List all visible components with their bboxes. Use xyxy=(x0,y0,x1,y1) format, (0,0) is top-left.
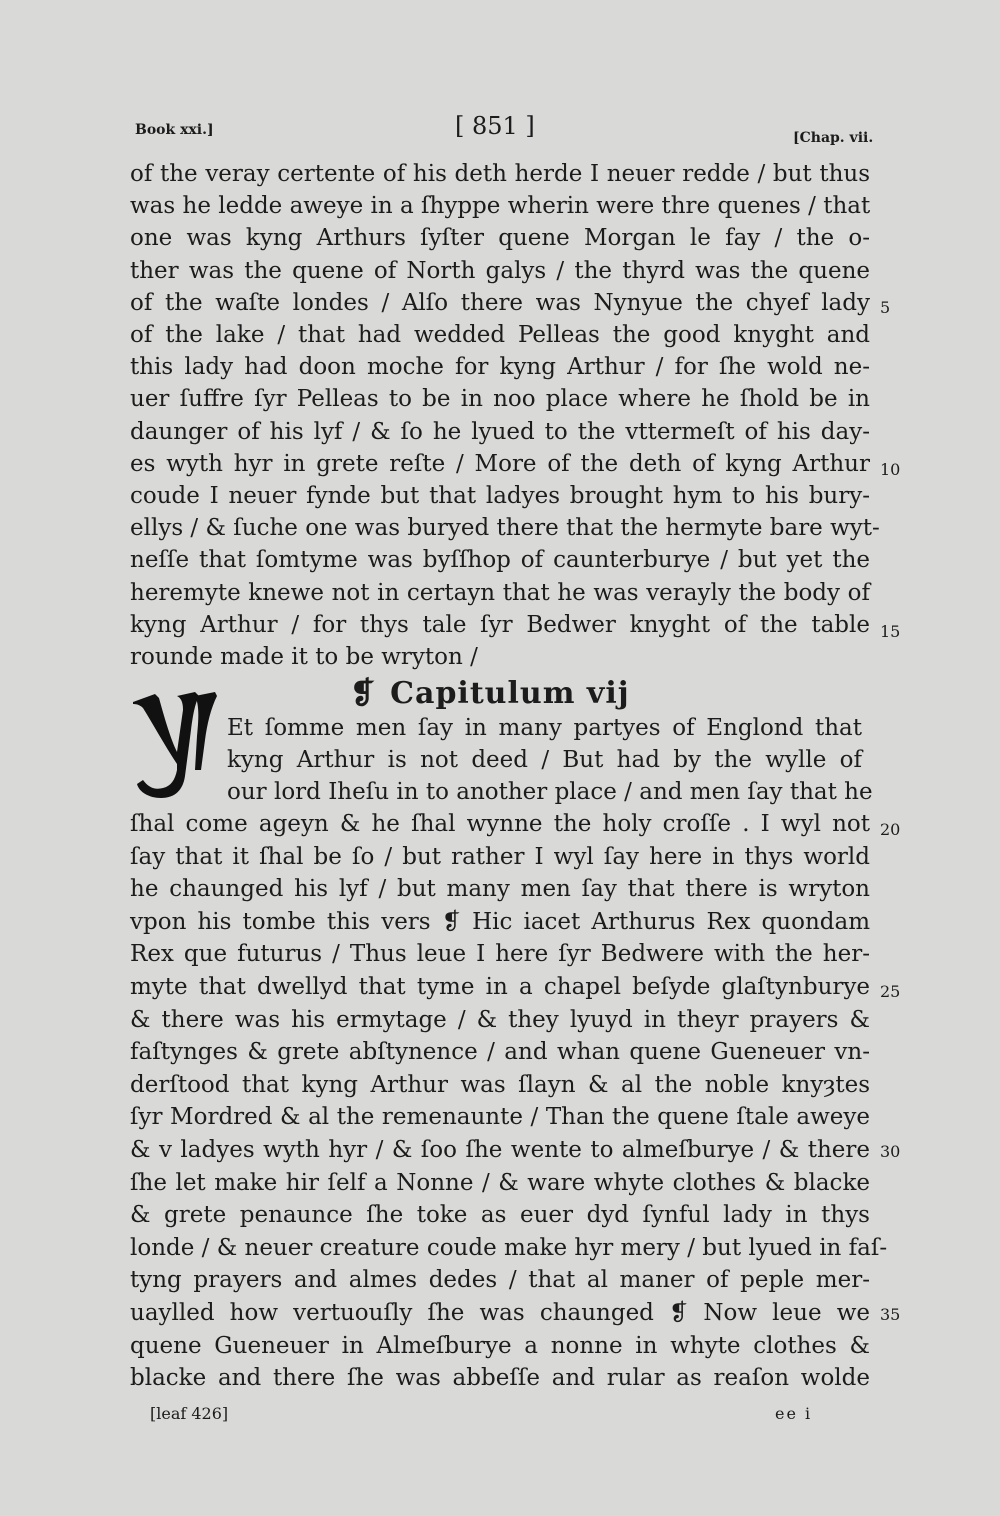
chapter-heading xyxy=(350,676,630,711)
line-number: 35 xyxy=(880,1305,901,1324)
text-line: of the lake / that had wedded Pelleas the good knyght and xyxy=(130,322,870,348)
text-line: ſhe let make hir ſelf a Nonne / & ware whyte clothes & blacke xyxy=(130,1169,870,1196)
text-line: ellys / & ſuche one was buryed there that the hermyte bare wyt- xyxy=(130,515,880,542)
book-number: Book xxi.] xyxy=(135,122,214,138)
text-line: tyng prayers and almes dedes / that al maner of peple mer- xyxy=(130,1267,870,1294)
line-number: 10 xyxy=(880,460,901,479)
text-line: vpon his tombe this vers ❡ Hic iacet Arthurus Rex quondam xyxy=(130,908,870,935)
line-number: 5 xyxy=(880,298,891,317)
text-line: neſſe that ſomtyme was byſſhop of caunterburye / but yet the xyxy=(130,547,870,574)
text-line: faſtynges & grete abſtynence / and whan quene Gueneuer vn- xyxy=(130,1039,870,1066)
page-number: [ 851 ] xyxy=(455,112,535,140)
text-line: quene Gueneuer in Almeſburye a nonne in whyte clothes & xyxy=(130,1332,870,1359)
line-number: 15 xyxy=(880,622,901,641)
chapter-number: [Chap. vii. xyxy=(793,130,874,146)
text-line: of the veray certente of his deth herde I neuer redde / but thus xyxy=(130,161,870,187)
text-line: daunger of his lyf / & ſo he lyued to the vttermeſt of his day- xyxy=(130,418,870,445)
text-line: was he ledde aweye in a ſhyppe wherin were thre quenes / that xyxy=(130,193,871,220)
text-line: myte that dwellyd that tyme in a chapel beſyde glaſtynburye xyxy=(130,974,870,1000)
text-line: kyng Arthur is not deed / But had by the wylle of xyxy=(227,747,862,773)
text-line: heremyte knewe not in certayn that he was verayly the body of xyxy=(130,579,870,606)
pilcrow-icon: ❡ xyxy=(350,676,377,711)
text-line: this lady had doon moche for kyng Arthur / for ſhe wold ne- xyxy=(130,354,870,381)
text-line: londe / & neuer creature coude make hyr mery / but lyued in faſ- xyxy=(130,1234,888,1261)
text-line: he chaunged his lyf / but many men ſay that there is wryton xyxy=(130,876,870,903)
line-number: 25 xyxy=(880,982,901,1001)
text-line: of the waſte londes / Alſo there was Nynyue the chyef lady xyxy=(130,289,870,316)
text-line: rounde made it to be wryton / xyxy=(130,644,478,670)
text-line: uer ſuffre ſyr Pelleas to be in noo place where he ſhold be in xyxy=(130,386,870,413)
line-number: 20 xyxy=(880,820,901,839)
text-line: one was kyng Arthurs ſyſter quene Morgan le fay / the o- xyxy=(130,225,870,252)
text-line: kyng Arthur / for thys tale ſyr Bedwer knyght of the table xyxy=(130,611,870,638)
text-line: es wyth hyr in grete reſte / More of the deth of kyng Arthur xyxy=(130,450,870,477)
text-line: & grete penaunce ſhe toke as euer dyd ſynful lady in thys xyxy=(130,1202,870,1229)
signature-mark: ee i xyxy=(775,1404,813,1423)
text-line: Et ſomme men ſay in many partyes of Englond that xyxy=(227,715,862,741)
text-line: blacke and there ſhe was abbeſſe and rular as reaſon wolde xyxy=(130,1365,870,1392)
text-line: derſtood that kyng Arthur was ſlayn & al the noble knyȝtes xyxy=(130,1071,870,1098)
leaf-note: [leaf 426] xyxy=(150,1404,229,1423)
drop-cap-y-icon xyxy=(125,690,220,800)
text-line: ther was the quene of North galys / the thyrd was the quene xyxy=(130,257,870,284)
chapter-title: Capitulum vij xyxy=(390,676,630,711)
line-number: 30 xyxy=(880,1142,901,1161)
text-line: & there was his ermytage / & they lyuyd in theyr prayers & xyxy=(130,1006,870,1033)
text-line: ſyr Mordred & al the remenaunte / Than the quene ſtale aweye xyxy=(130,1104,870,1131)
text-line: Rex que futurus / Thus leue I here ſyr Bedwere with the her- xyxy=(130,941,870,968)
text-line: ſay that it ſhal be ſo / but rather I wyl ſay here in thys world xyxy=(130,843,870,870)
text-line: ſhal come ageyn & he ſhal wynne the holy croſſe . I wyl not xyxy=(130,811,870,837)
text-line: coude I neuer fynde but that ladyes brought hym to his bury- xyxy=(130,483,870,509)
text-line: & v ladyes wyth hyr / & ſoo ſhe wente to almeſburye / & there xyxy=(130,1137,870,1163)
text-line: uaylled how vertuouſly ſhe was chaunged ❡ Now leue we xyxy=(130,1300,870,1326)
text-line: our lord Iheſu in to another place / and men ſay that he xyxy=(227,779,873,805)
